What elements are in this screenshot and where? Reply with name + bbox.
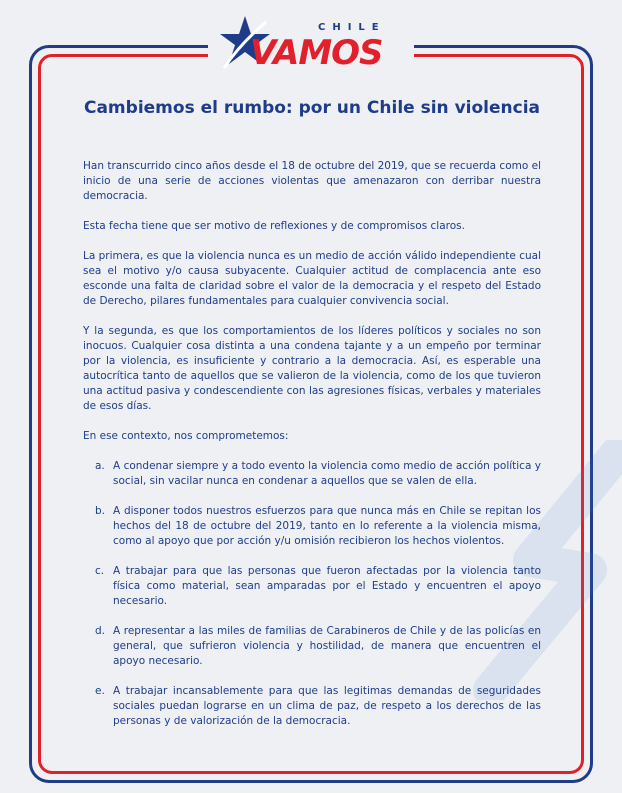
- commitments-list: [83, 459, 541, 729]
- list-item: [95, 684, 541, 729]
- list-marker: d.: [95, 625, 106, 637]
- paragraph: Esta fecha tiene que ser motivo de reflexiones y de compromisos claros.: [83, 220, 465, 232]
- list-item-text: A condenar siempre y a todo evento la violencia como medio de acción política y social, sin vacilar nunca en condenar a aquellos que se valen de ella.: [113, 460, 541, 487]
- list-item: [95, 624, 541, 669]
- list-marker: b.: [95, 505, 106, 517]
- list-item-text: A trabajar incansablemente para que las legitimas demandas de seguridades sociales puedan lograrse en un clima de paz, de respeto a los derechos de las personas y de valorización de la democracia.: [113, 685, 541, 727]
- logo-name: VAMOS: [250, 33, 383, 73]
- paragraph: La primera, es que la violencia nunca es un medio de acción válido independiente cual sea el motivo y/o causa subyacente. Cualquier actitud de complacencia ante eso esconde una falta de claridad sobre el valor de la democracia y el respeto del Estado de Derecho, pilares fundamentales para cualquier convivencia social.: [83, 250, 541, 307]
- letter-body: [83, 90, 541, 744]
- list-item-text: A representar a las miles de familias de Carabineros de Chile y de las policías en general, que sufrieron violencia y hostilidad, de manera que encuentren el apoyo necesario.: [113, 625, 541, 667]
- logo-country: CHILE: [318, 22, 386, 33]
- page-title: Cambiemos el rumbo: por un Chile sin violencia: [83, 98, 540, 118]
- list-item: [95, 504, 541, 549]
- list-item: [95, 564, 541, 609]
- paragraph: En ese contexto, nos comprometemos:: [83, 430, 289, 442]
- list-item-text: A disponer todos nuestros esfuerzos para que nunca más en Chile se repitan los hechos del 18 de octubre del 2019, tanto en lo referente a la violencia misma, como al apoyo que por acción y/u omisión recibieron los hechos violentos.: [113, 505, 541, 547]
- paragraph: Y la segunda, es que los comportamientos de los líderes políticos y sociales no son inocuos. Cualquier cosa distinta a una condena tajante y a un empeño por terminar por la violencia, es insuficiente y contrario a la democracia. Así, es esperable una autocrítica tanto de aquellos que se valieron de la violencia, como de los que tuvieron una actitud pasiva y condescendiente con las agresiones físicas, verbales y materiales de esos días.: [83, 325, 541, 412]
- list-item-text: A trabajar para que las personas que fueron afectadas por la violencia tanto física como material, sean amparadas por el Estado y encuentren el apoyo necesario.: [113, 565, 541, 607]
- list-item: [95, 459, 541, 489]
- list-marker: a.: [95, 460, 105, 472]
- list-marker: e.: [95, 685, 105, 697]
- paragraph: Han transcurrido cinco años desde el 18 de octubre del 2019, que se recuerda como el inicio de una serie de acciones violentas que amenazaron con derribar nuestra democracia.: [83, 160, 541, 202]
- list-marker: c.: [95, 565, 105, 577]
